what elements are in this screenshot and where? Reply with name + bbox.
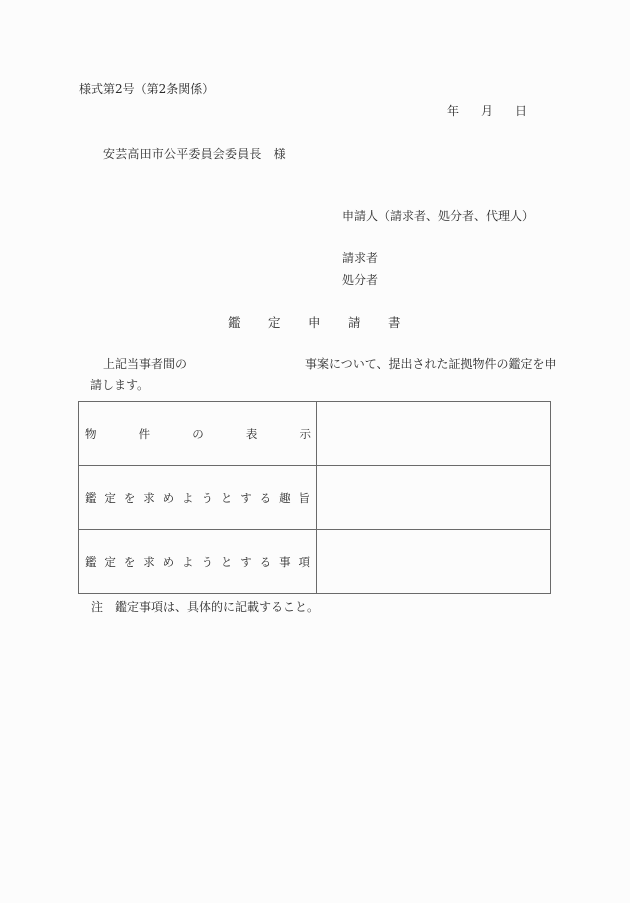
addressee-honorific: 様: [273, 147, 286, 161]
document-title: [228, 316, 428, 330]
row-label-item-description: 物 件 の 表 示: [79, 402, 317, 466]
claimant-label: 請求者: [342, 251, 379, 265]
note-text: 鑑定事項は、具体的に記載すること。: [115, 600, 320, 614]
body-text-line1-start: 上記当事者間の: [103, 357, 188, 371]
row-label-appraisal-matters: 鑑 定 を 求 め よ う と す る 事 項: [79, 530, 317, 594]
table-row: [79, 466, 551, 530]
date-line: [447, 104, 527, 118]
footnote: [91, 600, 319, 614]
body-text-line1-end: 事案について、提出された証拠物件の鑑定を申: [305, 357, 557, 371]
form-number: 様式第2号（第2条関係）: [79, 82, 215, 96]
title-char: 定: [268, 315, 281, 330]
row-value-appraisal-purpose[interactable]: [317, 466, 551, 530]
body-text-line2: 請します。: [90, 378, 150, 392]
year-label: 年: [447, 104, 460, 118]
addressee-name: 安芸高田市公平委員会委員長: [103, 147, 262, 161]
month-label: 月: [481, 104, 494, 118]
addressee: [103, 147, 286, 161]
title-char: 書: [388, 315, 401, 330]
row-value-appraisal-matters[interactable]: [317, 530, 551, 594]
title-char: 申: [308, 315, 321, 330]
title-char: 鑑: [228, 315, 241, 330]
application-table: [78, 401, 551, 594]
title-char: 請: [348, 315, 361, 330]
row-value-item-description[interactable]: [317, 402, 551, 466]
respondent-label: 処分者: [342, 273, 379, 287]
note-mark: 注: [91, 600, 104, 614]
row-label-appraisal-purpose: 鑑 定 を 求 め よ う と す る 趣 旨: [79, 466, 317, 530]
day-label: 日: [515, 104, 528, 118]
applicant-heading: 申請人（請求者、処分者、代理人）: [342, 209, 535, 223]
table-row: [79, 530, 551, 594]
table-row: [79, 402, 551, 466]
